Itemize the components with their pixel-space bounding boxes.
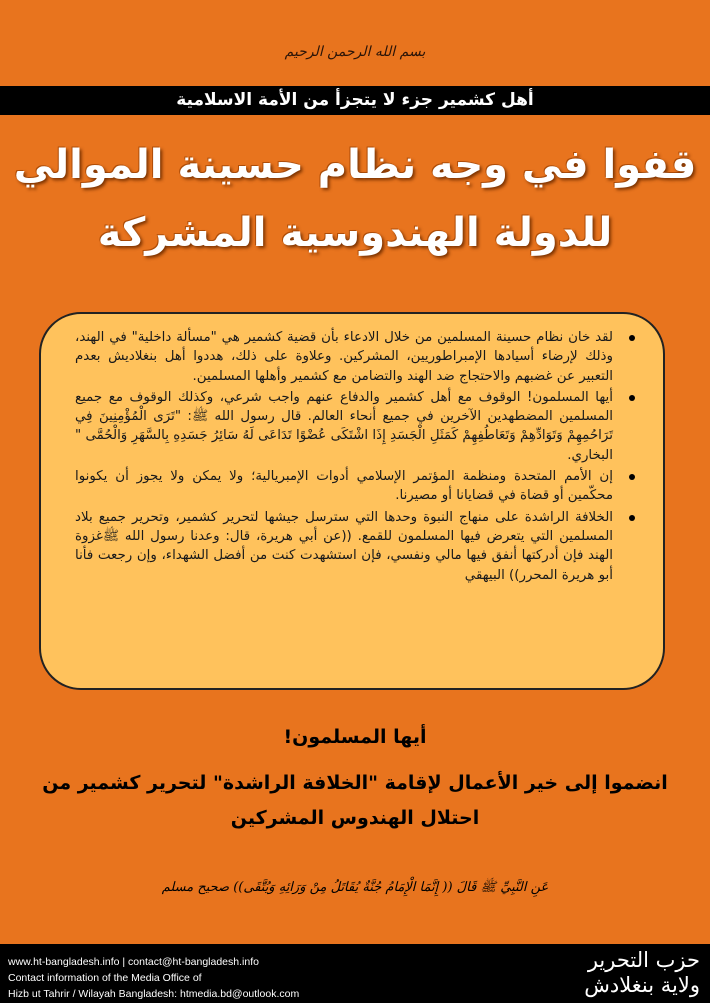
headline-line-1: قفوا في وجه نظام حسينة الموالي bbox=[13, 142, 697, 188]
bullet-list bbox=[75, 328, 633, 585]
bullet-dot-icon bbox=[629, 335, 635, 341]
bullet-text: لقد خان نظام حسينة المسلمين من خلال الادعاء بأن قضية كشمير هي "مسألة داخلية" في الهند، وذلك لإرضاء أسيادها الإمبراطوريين، المشركين. وعلاوة على ذلك، هددوا أهل بنغلاديش بعدم التعبير عن غضبهم والاحتجاج ضد الهند والتضامن مع كشمير وأهلها المسلمين. bbox=[75, 330, 613, 384]
bullet-text: أيها المسلمون! الوقوف مع أهل كشمير والدفاع عنهم واجب شرعي، وكذلك الوقوف مع جميع المسلمين المضطهدين الآخرين في جميع أنحاء العالم. قال رسول الله ﷺ: "تَرَى الْمُؤْمِنِينَ فِي تَرَاحُمِهِمْ وَتَوَادِّهِمْ وَتَعَاطُفِهِمْ كَمَثَلِ الْجَسَدِ إِذَا اشْتَكَى عُضْوًا تَدَاعَى لَهُ سَائِرُ جَسَدِهِ بِالسَّهَرِ وَالْحُمَّى " البخاري. bbox=[75, 389, 613, 463]
footer-links[interactable]: www.ht-bangladesh.info | contact@ht-bangladesh.info bbox=[8, 956, 259, 968]
footer-email[interactable]: Hizb ut Tahrir / Wilayah Bangladesh: htmedia.bd@outlook.com bbox=[8, 988, 300, 1000]
logo-line-1: حزب التحرير bbox=[587, 948, 700, 972]
footer-media-office: Contact information of the Media Office of bbox=[8, 972, 202, 984]
basmala: بسم الله الرحمن الرحيم bbox=[284, 44, 426, 60]
bullet-item bbox=[75, 467, 613, 506]
call-title: أيها المسلمون! bbox=[283, 726, 427, 748]
info-box bbox=[39, 312, 665, 690]
bullet-item bbox=[75, 508, 613, 585]
hadith-quote: عَنِ النَّبِيِّ ﷺ قَالَ (( إِنَّمَا الْإِمَامُ جُنَّةٌ يُقَاتَلُ مِنْ وَرَائِهِ وَيُتَّقَى)) صحيح مسلم bbox=[161, 880, 549, 895]
bullet-dot-icon bbox=[629, 474, 635, 480]
kashmir-banner: أهل كشمير جزء لا يتجزأ من الأمة الاسلامية bbox=[0, 86, 710, 115]
footer bbox=[0, 944, 710, 1003]
bullet-text: الخلافة الراشدة على منهاج النبوة وحدها التي سترسل جيشها لتحرير كشمير، وتحرير جميع بلاد المسلمين التي يتعرض فيها المسلمون للقمع. ((عن أبي هريرة، قال: وعدنا رسول الله ﷺغزوة الهند فإن أدركتها أنفق فيها مالي ونفسي، فإن استشهدت كنت من أفضل الشهداء، وإن رجعت فأنا أبو هريرة المحرر)) البيهقي bbox=[75, 509, 613, 583]
bullet-item bbox=[75, 388, 613, 465]
call-text: انضموا إلى خير الأعمال لإقامة "الخلافة الراشدة" لتحرير كشمير من احتلال الهندوس المشركين bbox=[42, 772, 668, 829]
bullet-text: إن الأمم المتحدة ومنظمة المؤتمر الإسلامي أدوات الإمبريالية؛ ولا يمكن ولا يجوز أن يكونوا محكّمين أو قضاة في قضايانا أو مصيرنا. bbox=[75, 469, 613, 504]
hizb-logo bbox=[584, 948, 700, 998]
bullet-dot-icon bbox=[629, 515, 635, 521]
logo-line-2: ولاية بنغلادش bbox=[584, 973, 700, 997]
bullet-item bbox=[75, 328, 613, 386]
bullet-dot-icon bbox=[629, 395, 635, 401]
headline-line-2: للدولة الهندوسية المشركة bbox=[97, 210, 613, 256]
footer-contact bbox=[8, 954, 299, 1002]
